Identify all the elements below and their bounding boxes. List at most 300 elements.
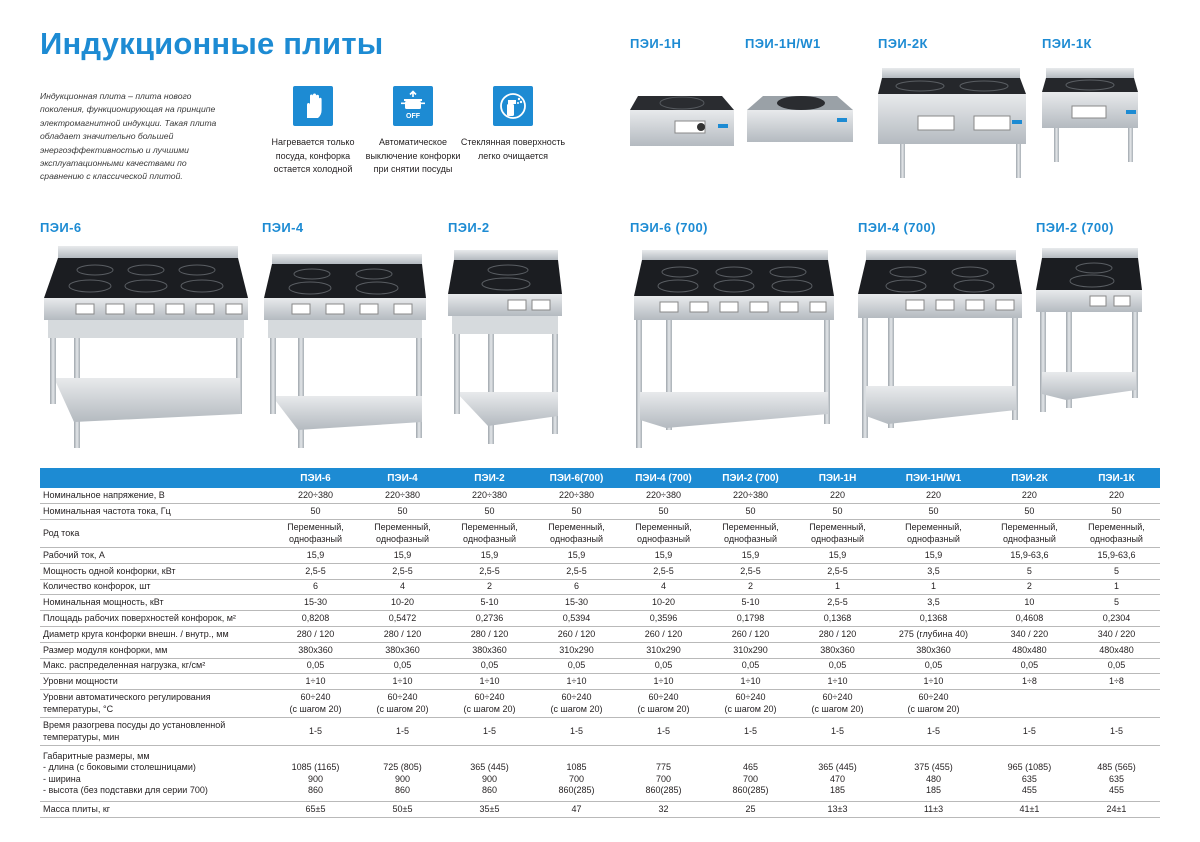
cell-line: однофазный: [376, 533, 429, 544]
table-cell: [359, 746, 446, 802]
cell-line: 0,2304: [1102, 612, 1131, 623]
table-cell: [1073, 690, 1160, 718]
table-cell: [446, 611, 533, 627]
cell-line: 860(285): [645, 785, 682, 796]
row-label-line: - высота (без подставки для серии 700): [43, 785, 208, 796]
cell-line: однофазный: [811, 533, 864, 544]
cell-line: 0,1368: [823, 612, 852, 623]
row-label-line: Габаритные размеры, мм: [43, 750, 150, 761]
table-cell: [272, 579, 359, 595]
cell-line: 220÷380: [385, 489, 420, 500]
feature-only-pot-heats: [258, 86, 368, 177]
off-badge: OFF: [406, 113, 420, 120]
table-cell: [707, 746, 794, 802]
cell-line: 220: [1108, 489, 1124, 500]
table-cell: [881, 579, 986, 595]
cell-line: 4: [399, 581, 405, 592]
table-cell: [359, 802, 446, 818]
table-cell: [1073, 746, 1160, 802]
table-cell: [533, 548, 620, 564]
cell-line: (с шагом 20): [637, 703, 690, 714]
product-name: ПЭИ-2 (700): [1036, 220, 1114, 235]
table-cell: [446, 548, 533, 564]
cell-line: 260 / 120: [644, 628, 683, 639]
table-cell: [620, 611, 707, 627]
cell-line: 0,05: [1107, 660, 1126, 671]
table-cell: [359, 595, 446, 611]
table-cell: [986, 746, 1073, 802]
cell-line: Переменный,: [809, 522, 866, 533]
cell-line: 15-30: [303, 597, 328, 608]
table-cell: [620, 579, 707, 595]
table-cell: [533, 690, 620, 718]
cell-line: [796, 751, 879, 762]
cell-line: 41±1: [1019, 803, 1040, 814]
table-cell: [986, 674, 1073, 690]
cell-line: 50: [484, 505, 495, 516]
table-cell: [986, 658, 1073, 674]
feature-easy-clean: [458, 86, 568, 163]
cell-line: 6: [312, 581, 318, 592]
cell-line: 860: [481, 785, 498, 796]
table-cell: [359, 690, 446, 718]
cell-line: 2,5-5: [653, 565, 674, 576]
cell-line: 465: [742, 762, 759, 773]
table-body: [40, 488, 1160, 818]
product-name: ПЭИ-4: [262, 220, 304, 235]
row-label: [40, 520, 272, 548]
cell-line: [709, 751, 792, 762]
column-header: ПЭИ-4: [359, 468, 446, 488]
cell-line: 1÷10: [653, 676, 674, 687]
table-cell: [620, 563, 707, 579]
table-cell: [1073, 520, 1160, 548]
cell-line: 15-30: [564, 597, 589, 608]
cell-line: (с шагом 20): [724, 703, 777, 714]
table-cell: [986, 488, 1073, 504]
table-cell: [446, 674, 533, 690]
cell-line: однофазный: [289, 533, 342, 544]
cell-line: 310x290: [646, 644, 681, 655]
table-cell: [272, 520, 359, 548]
product-name: ПЭИ-1К: [1042, 36, 1092, 51]
cell-line: Переменный,: [905, 522, 962, 533]
table-cell: [446, 690, 533, 718]
cell-line: 185: [829, 785, 846, 796]
cell-line: 15,9-63,6: [1010, 549, 1049, 560]
row-label: [40, 595, 272, 611]
product-name: ПЭИ-6 (700): [630, 220, 708, 235]
cell-line: 1-5: [1109, 726, 1123, 737]
feature-text: Автоматическое выключение конфорки при снятии посуды: [365, 137, 461, 174]
table-cell: [359, 658, 446, 674]
table-cell: [986, 548, 1073, 564]
cell-line: 15,9: [924, 549, 943, 560]
table-cell: [533, 563, 620, 579]
cell-line: 50: [397, 505, 408, 516]
table-cell: [620, 595, 707, 611]
table-row: [40, 520, 1160, 548]
row-label: [40, 674, 272, 690]
table-cell: [707, 504, 794, 520]
cell-line: 2,5-5: [740, 565, 761, 576]
cell-line: 860(285): [732, 785, 769, 796]
cell-line: 0,5472: [388, 612, 417, 623]
table-row: [40, 548, 1160, 564]
table-cell: [533, 488, 620, 504]
cell-line: 25: [745, 803, 756, 814]
table-cell: [359, 674, 446, 690]
cell-line: 15,9: [393, 549, 412, 560]
table-cell: [272, 718, 359, 746]
cell-line: [274, 751, 357, 762]
table-row: [40, 579, 1160, 595]
table-cell: [794, 520, 881, 548]
cell-line: 60÷240: [822, 692, 853, 703]
cell-line: 480x480: [1012, 644, 1047, 655]
cell-line: 1-5: [743, 726, 757, 737]
cell-line: 900: [481, 773, 498, 784]
table-cell: [620, 548, 707, 564]
cell-line: [988, 751, 1071, 762]
row-label-line: температуры, °С: [43, 703, 114, 714]
intro-text: Индукционная плита – плита нового поколения, функционирующая на принципе электромагнитной индукции. Такая плита обладает значительно большей энергоэффективностью и лучшими эксплуатационными качествами по сравнению с классической плитой.: [40, 91, 217, 182]
cell-line: 310x290: [559, 644, 594, 655]
row-label: [40, 642, 272, 658]
table-cell: [272, 690, 359, 718]
cell-line: 1085 (1165): [291, 762, 340, 773]
row-label-line: Количество конфорок, шт: [43, 581, 151, 592]
cell-line: 1085: [566, 762, 587, 773]
cell-line: 700: [742, 773, 759, 784]
row-label-line: Рабочий ток, А: [43, 549, 105, 560]
table-cell: [446, 504, 533, 520]
table-row: [40, 802, 1160, 818]
cell-line: 2,5-5: [479, 565, 500, 576]
row-label: [40, 579, 272, 595]
table-cell: [986, 718, 1073, 746]
table-cell: [707, 548, 794, 564]
table-cell: [881, 563, 986, 579]
column-header: ПЭИ-6(700): [533, 468, 620, 488]
row-label-line: Площадь рабочих поверхностей конфорок, м²: [43, 612, 236, 623]
row-label-line: Номинальная частота тока, Гц: [43, 505, 171, 516]
cell-line: 50: [658, 505, 669, 516]
table-cell: [272, 746, 359, 802]
table-cell: [881, 802, 986, 818]
product-name: ПЭИ-1Н/W1: [745, 36, 821, 51]
cell-line: 1÷10: [479, 676, 500, 687]
cell-line: 0,05: [480, 660, 499, 671]
cell-line: 3,5: [927, 597, 940, 608]
cell-line: 280 / 120: [383, 628, 422, 639]
table-cell: [986, 520, 1073, 548]
cell-line: 0,05: [393, 660, 412, 671]
table-cell: [881, 595, 986, 611]
cell-line: однофазный: [637, 533, 690, 544]
cell-line: 0,05: [567, 660, 586, 671]
column-header: ПЭИ-1К: [1073, 468, 1160, 488]
table-cell: [359, 642, 446, 658]
table-cell: [359, 563, 446, 579]
cell-line: 635: [1108, 773, 1124, 784]
cell-line: 60÷240: [648, 692, 679, 703]
cell-line: 1÷10: [827, 676, 848, 687]
cell-line: 2,5-5: [305, 565, 326, 576]
row-label: [40, 718, 272, 746]
cell-line: 47: [571, 803, 582, 814]
table-cell: [272, 674, 359, 690]
table-cell: [359, 627, 446, 643]
feature-auto-off: [358, 86, 468, 177]
table-cell: [272, 642, 359, 658]
cell-line: 0,05: [306, 660, 325, 671]
table-cell: [533, 674, 620, 690]
product-name: ПЭИ-1Н: [630, 36, 682, 51]
cell-line: 0,4608: [1015, 612, 1044, 623]
cell-line: 365 (445): [818, 762, 857, 773]
row-label-line: - ширина: [43, 773, 81, 784]
cell-line: 485 (565): [1097, 762, 1136, 773]
cell-line: Переменный,: [374, 522, 431, 533]
cell-line: 860(285): [558, 785, 595, 796]
cell-line: 5: [1113, 565, 1119, 576]
table-cell: [533, 504, 620, 520]
hand-icon: [293, 86, 333, 126]
table-cell: [794, 642, 881, 658]
table-cell: [707, 488, 794, 504]
product-pei-4-700: [858, 220, 1028, 460]
product-pei-2k: [878, 36, 1028, 186]
cell-line: (с шагом 20): [376, 703, 429, 714]
table-cell: [533, 746, 620, 802]
table-cell: [1073, 548, 1160, 564]
table-cell: [986, 642, 1073, 658]
cell-line: [361, 751, 444, 762]
table-cell: [707, 658, 794, 674]
cell-line: 24±1: [1106, 803, 1127, 814]
cell-line: 5: [1113, 597, 1119, 608]
table-row: [40, 642, 1160, 658]
row-label: [40, 627, 272, 643]
table-cell: [1073, 563, 1160, 579]
cell-line: 2,5-5: [566, 565, 587, 576]
cell-line: 5-10: [741, 597, 760, 608]
cell-line: 470: [829, 773, 846, 784]
column-header: ПЭИ-2К: [986, 468, 1073, 488]
row-label-line: температуры, мин: [43, 731, 120, 742]
table-cell: [272, 504, 359, 520]
table-cell: [272, 802, 359, 818]
table-row: [40, 674, 1160, 690]
product-name: ПЭИ-4 (700): [858, 220, 936, 235]
table-cell: [881, 611, 986, 627]
table-cell: [446, 802, 533, 818]
table-cell: [446, 520, 533, 548]
cell-line: 260 / 120: [731, 628, 770, 639]
cell-line: 900: [307, 773, 324, 784]
product-pei-1k: [1042, 36, 1142, 166]
cell-line: 0,1368: [919, 612, 948, 623]
product-pei-6-700: [630, 220, 840, 460]
table-cell: [1073, 579, 1160, 595]
table-cell: [1073, 718, 1160, 746]
table-cell: [1073, 658, 1160, 674]
table-cell: [359, 718, 446, 746]
cell-line: 50: [1111, 505, 1122, 516]
table-cell: [446, 718, 533, 746]
table-cell: [794, 718, 881, 746]
row-label-line: Номинальная мощность, кВт: [43, 597, 164, 608]
cell-line: 4: [660, 581, 666, 592]
cell-line: [622, 751, 705, 762]
cell-line: 15,9: [828, 549, 847, 560]
cell-line: 1: [834, 581, 840, 592]
cell-line: 1-5: [1022, 726, 1036, 737]
table-row: [40, 658, 1160, 674]
table-cell: [359, 579, 446, 595]
table-cell: [620, 718, 707, 746]
cell-line: 60÷240: [300, 692, 331, 703]
cell-line: 1-5: [395, 726, 409, 737]
cell-line: 860: [307, 785, 324, 796]
row-label: [40, 548, 272, 564]
row-label: [40, 488, 272, 504]
cell-line: 5: [1026, 565, 1032, 576]
cell-line: 1÷10: [566, 676, 587, 687]
table-cell: [794, 802, 881, 818]
cell-line: 0,1798: [736, 612, 765, 623]
cell-line: 340 / 220: [1010, 628, 1049, 639]
product-name: ПЭИ-2: [448, 220, 490, 235]
table-cell: [707, 595, 794, 611]
table-cell: [794, 627, 881, 643]
table-cell: [1073, 642, 1160, 658]
cell-line: однофазный: [1090, 533, 1143, 544]
cell-line: 60÷240: [918, 692, 949, 703]
table-cell: [533, 595, 620, 611]
cell-line: 3,5: [927, 565, 940, 576]
table-cell: [533, 627, 620, 643]
column-header: ПЭИ-4 (700): [620, 468, 707, 488]
cell-line: [535, 751, 618, 762]
cell-line: 280 / 120: [470, 628, 509, 639]
table-cell: [446, 627, 533, 643]
cell-line: 0,05: [1020, 660, 1039, 671]
cell-line: 1: [930, 581, 936, 592]
cell-line: 65±5: [305, 803, 326, 814]
page-title: Индукционные плиты: [40, 26, 384, 61]
cell-line: 220÷380: [646, 489, 681, 500]
cell-line: 380x360: [916, 644, 951, 655]
row-label-line: Масса плиты, кг: [43, 803, 111, 814]
cell-line: 365 (445): [470, 762, 509, 773]
cell-line: однофазный: [550, 533, 603, 544]
table-cell: [794, 746, 881, 802]
cell-line: 60÷240: [561, 692, 592, 703]
row-label-line: Диаметр круга конфорки внешн. / внутр., мм: [43, 628, 229, 639]
table-cell: [794, 611, 881, 627]
cell-line: 725 (805): [383, 762, 422, 773]
cell-line: 15,9: [567, 549, 586, 560]
cell-line: 50: [571, 505, 582, 516]
cell-line: [988, 698, 1071, 709]
cell-line: 860: [394, 785, 411, 796]
table-cell: [620, 488, 707, 504]
cell-line: однофазный: [907, 533, 960, 544]
row-label: [40, 802, 272, 818]
cell-line: однофазный: [724, 533, 777, 544]
table-cell: [620, 658, 707, 674]
row-label-line: Уровни мощности: [43, 676, 118, 687]
cell-line: Переменный,: [461, 522, 518, 533]
row-label: [40, 658, 272, 674]
cell-line: 220÷380: [298, 489, 333, 500]
table-cell: [707, 579, 794, 595]
table-cell: [986, 802, 1073, 818]
row-label-line: Уровни автоматического регулирования: [43, 692, 211, 703]
table-row: [40, 627, 1160, 643]
cell-line: 5-10: [480, 597, 499, 608]
cell-line: 220: [829, 489, 846, 500]
table-cell: [881, 690, 986, 718]
cell-line: 0,8208: [301, 612, 330, 623]
table-cell: [881, 627, 986, 643]
cell-line: Переменный,: [722, 522, 779, 533]
table-cell: [881, 718, 986, 746]
table-cell: [794, 504, 881, 520]
cell-line: 6: [573, 581, 579, 592]
table-cell: [620, 504, 707, 520]
table-cell: [446, 488, 533, 504]
product-name: ПЭИ-6: [40, 220, 82, 235]
table-cell: [272, 488, 359, 504]
cell-line: 0,05: [828, 660, 847, 671]
cell-line: 50±5: [392, 803, 413, 814]
row-label: [40, 563, 272, 579]
spray-cleaning-icon: [493, 86, 533, 126]
table-cell: [881, 504, 986, 520]
cell-line: 380x360: [472, 644, 507, 655]
cell-line: 2: [1026, 581, 1032, 592]
cell-line: 380x360: [820, 644, 855, 655]
table-cell: [881, 488, 986, 504]
cell-line: [883, 751, 984, 762]
table-cell: [707, 718, 794, 746]
table-cell: [707, 520, 794, 548]
cell-line: 2: [486, 581, 492, 592]
cell-line: 480x480: [1099, 644, 1134, 655]
table-cell: [446, 658, 533, 674]
cell-line: 1÷10: [740, 676, 761, 687]
table-cell: [272, 563, 359, 579]
cell-line: 32: [658, 803, 669, 814]
cell-line: 1÷10: [305, 676, 326, 687]
cell-line: 185: [925, 785, 941, 796]
table-row: [40, 563, 1160, 579]
table-cell: [986, 690, 1073, 718]
cell-line: 1÷10: [923, 676, 944, 687]
table-cell: [1073, 488, 1160, 504]
cell-line: 50: [310, 505, 321, 516]
product-pei-1n: [630, 36, 740, 151]
product-pei-2: [448, 220, 568, 460]
cell-line: 310x290: [733, 644, 768, 655]
cell-line: 1-5: [308, 726, 322, 737]
cell-line: 0,05: [741, 660, 760, 671]
table-cell: [986, 563, 1073, 579]
cell-line: Переменный,: [1001, 522, 1058, 533]
